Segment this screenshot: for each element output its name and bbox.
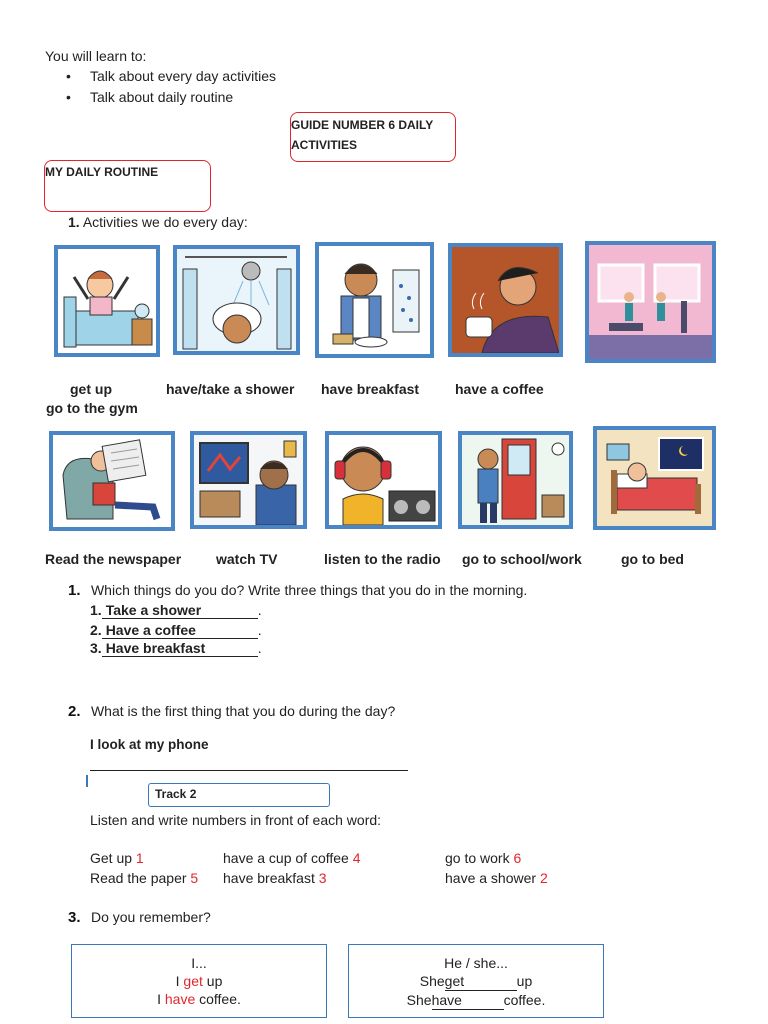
caption-radio: listen to the radio xyxy=(324,551,441,567)
listen-item: Read the paper 5 xyxy=(90,870,199,886)
intro-heading: You will learn to: xyxy=(45,48,147,64)
caption-tv: watch TV xyxy=(216,551,278,567)
bed-picture xyxy=(593,426,716,530)
activities-heading: 1. Activities we do every day: xyxy=(68,214,248,230)
get-up-picture xyxy=(54,245,160,357)
answer-2[interactable]: 2. Have a coffee . xyxy=(90,622,262,638)
question-1: 1. Which things do you do? Write three things that you do in the morning. xyxy=(68,582,528,599)
caption-coffee: have a coffee xyxy=(455,381,544,397)
tv-picture xyxy=(190,431,307,529)
answer-3[interactable]: 3. Have breakfast . xyxy=(90,640,262,656)
intro-bullet-1: • Talk about every day activities xyxy=(66,68,276,84)
gym-picture xyxy=(585,241,716,363)
newspaper-picture xyxy=(49,431,175,531)
caption-gym: go to the gym xyxy=(46,400,138,416)
listen-item: have a shower 2 xyxy=(445,870,548,886)
shower-picture xyxy=(173,245,300,355)
track-label: Track 2 xyxy=(155,787,197,801)
question-2: 2. What is the first thing that you do during the day? xyxy=(68,703,396,720)
answer-q2[interactable]: I look at my phone xyxy=(90,737,209,752)
caption-get-up: get up xyxy=(70,381,112,397)
conjugation-box-he-she: He / she... Sheget up Shehave coffee. xyxy=(348,944,604,1018)
text-cursor xyxy=(86,775,88,787)
answer-line xyxy=(90,770,408,771)
listen-item: have a cup of coffee 4 xyxy=(223,850,361,866)
intro-bullet-2: • Talk about daily routine xyxy=(66,89,234,105)
breakfast-picture xyxy=(315,242,434,358)
listen-item: Get up 1 xyxy=(90,850,144,866)
caption-bed: go to bed xyxy=(621,551,684,567)
conjugation-box-i: I... I get up I have coffee. xyxy=(71,944,327,1018)
listen-item: have breakfast 3 xyxy=(223,870,327,886)
school-work-picture xyxy=(458,431,573,529)
listen-instruction: Listen and write numbers in front of each word: xyxy=(90,812,382,828)
guide-title: GUIDE NUMBER 6 DAILY ACTIVITIES xyxy=(291,118,434,152)
caption-newspaper: Read the newspaper xyxy=(45,551,182,567)
coffee-picture xyxy=(448,243,563,357)
listen-item: go to work 6 xyxy=(445,850,522,866)
caption-breakfast: have breakfast xyxy=(321,381,420,397)
caption-school-work: go to school/work xyxy=(462,551,582,567)
caption-shower: have/take a shower xyxy=(166,381,295,397)
answer-1[interactable]: 1. Take a shower . xyxy=(90,602,262,618)
question-3: 3. Do you remember? xyxy=(68,909,211,926)
radio-picture xyxy=(325,431,442,529)
section-title: MY DAILY ROUTINE xyxy=(45,165,159,179)
